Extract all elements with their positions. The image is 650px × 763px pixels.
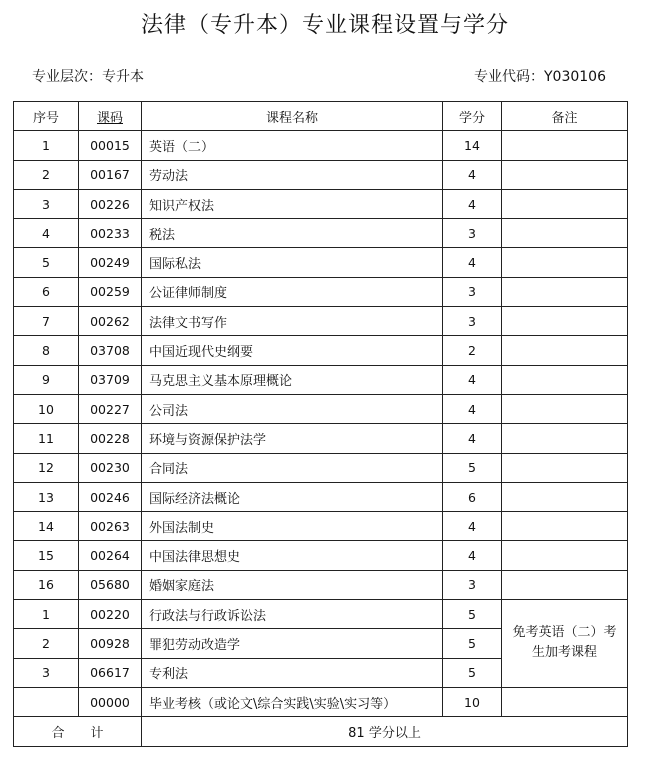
- row-credit: 4: [443, 189, 502, 218]
- row-credit: 3: [443, 277, 502, 306]
- table-header-row: [14, 102, 628, 131]
- table-row: [14, 189, 628, 218]
- row-credit: 4: [443, 365, 502, 394]
- row-remark: [502, 277, 628, 306]
- header-no: 序号: [14, 102, 79, 131]
- row-credit: 4: [443, 512, 502, 541]
- total-value: 81 学分以上: [142, 717, 628, 746]
- header-code: 课码: [79, 102, 142, 131]
- row-name: 婚姻家庭法: [142, 570, 443, 599]
- table-row: [14, 365, 628, 394]
- row-name: 知识产权法: [142, 189, 443, 218]
- row-credit: 5: [443, 600, 502, 629]
- row-credit: 5: [443, 658, 502, 687]
- table-row: [14, 277, 628, 306]
- table-row: [14, 687, 628, 716]
- table-row: [14, 307, 628, 336]
- row-remark: [502, 131, 628, 160]
- row-code: 00259: [79, 277, 142, 306]
- row-remark: [502, 424, 628, 453]
- row-credit: 4: [443, 394, 502, 423]
- row-no: 3: [14, 189, 79, 218]
- table-row: [14, 541, 628, 570]
- row-name: 中国法律思想史: [142, 541, 443, 570]
- table-row: [14, 394, 628, 423]
- row-credit: 14: [443, 131, 502, 160]
- row-no: 3: [14, 658, 79, 687]
- row-code: 00000: [79, 687, 142, 716]
- row-remark: [502, 687, 628, 716]
- row-remark: [502, 482, 628, 511]
- row-credit: 3: [443, 570, 502, 599]
- table-row: [14, 160, 628, 189]
- row-credit: 5: [443, 629, 502, 658]
- total-label: 合 计: [14, 717, 142, 746]
- row-name: 环境与资源保护法学: [142, 424, 443, 453]
- table-row: [14, 336, 628, 365]
- header-remark: 备注: [502, 102, 628, 131]
- row-name: 国际私法: [142, 248, 443, 277]
- row-credit: 6: [443, 482, 502, 511]
- row-name: 国际经济法概论: [142, 482, 443, 511]
- row-name: 公司法: [142, 394, 443, 423]
- row-name: 外国法制史: [142, 512, 443, 541]
- row-no: 5: [14, 248, 79, 277]
- row-code: 00246: [79, 482, 142, 511]
- major-level: 专业层次：专升本: [32, 69, 144, 85]
- row-code: 00220: [79, 600, 142, 629]
- row-name: 毕业考核（或论文\综合实践\实验\实习等）: [142, 687, 443, 716]
- row-code: 00167: [79, 160, 142, 189]
- row-name: 中国近现代史纲要: [142, 336, 443, 365]
- row-name: 行政法与行政诉讼法: [142, 600, 443, 629]
- row-remark: [502, 189, 628, 218]
- table-row: [14, 424, 628, 453]
- header-name: 课程名称: [142, 102, 443, 131]
- row-no: 6: [14, 277, 79, 306]
- table-row: [14, 219, 628, 248]
- row-credit: 4: [443, 160, 502, 189]
- row-credit: 4: [443, 424, 502, 453]
- row-no: 1: [14, 131, 79, 160]
- row-no: 8: [14, 336, 79, 365]
- table-row: [14, 600, 628, 629]
- row-remark: [502, 336, 628, 365]
- row-code: 00928: [79, 629, 142, 658]
- course-table: [13, 101, 628, 747]
- row-no: 10: [14, 394, 79, 423]
- row-no: 1: [14, 600, 79, 629]
- row-remark: [502, 394, 628, 423]
- row-no: 4: [14, 219, 79, 248]
- row-code: 00015: [79, 131, 142, 160]
- row-code: 00262: [79, 307, 142, 336]
- table-row: [14, 248, 628, 277]
- row-no: 7: [14, 307, 79, 336]
- row-no: [14, 687, 79, 716]
- row-no: 12: [14, 453, 79, 482]
- row-code: 00226: [79, 189, 142, 218]
- row-remark: [502, 512, 628, 541]
- row-no: 15: [14, 541, 79, 570]
- remark-additional-courses: 免考英语（二）考生加考课程: [502, 600, 628, 688]
- row-code: 00264: [79, 541, 142, 570]
- row-name: 马克思主义基本原理概论: [142, 365, 443, 394]
- row-code: 00233: [79, 219, 142, 248]
- major-code: 专业代码：Y030106: [474, 69, 606, 85]
- row-code: 00249: [79, 248, 142, 277]
- row-credit: 3: [443, 219, 502, 248]
- row-remark: [502, 453, 628, 482]
- row-code: 00263: [79, 512, 142, 541]
- row-code: 00230: [79, 453, 142, 482]
- row-code: 00228: [79, 424, 142, 453]
- row-remark: [502, 219, 628, 248]
- row-credit: 5: [443, 453, 502, 482]
- row-remark: [502, 570, 628, 599]
- row-credit: 10: [443, 687, 502, 716]
- row-name: 英语（二）: [142, 131, 443, 160]
- row-no: 2: [14, 160, 79, 189]
- row-credit: 4: [443, 248, 502, 277]
- table-row: [14, 131, 628, 160]
- table-row: [14, 570, 628, 599]
- row-remark: [502, 307, 628, 336]
- row-code: 03708: [79, 336, 142, 365]
- page-title: 法律（专升本）专业课程设置与学分: [140, 13, 509, 38]
- table-row: [14, 453, 628, 482]
- row-remark: [502, 160, 628, 189]
- row-name: 劳动法: [142, 160, 443, 189]
- row-credit: 2: [443, 336, 502, 365]
- row-remark: [502, 248, 628, 277]
- row-no: 13: [14, 482, 79, 511]
- total-row: [14, 717, 628, 746]
- row-name: 合同法: [142, 453, 443, 482]
- table-row: [14, 512, 628, 541]
- row-name: 税法: [142, 219, 443, 248]
- row-no: 14: [14, 512, 79, 541]
- row-no: 16: [14, 570, 79, 599]
- table-row: [14, 482, 628, 511]
- row-name: 专利法: [142, 658, 443, 687]
- row-code: 05680: [79, 570, 142, 599]
- row-name: 罪犯劳动改造学: [142, 629, 443, 658]
- row-code: 03709: [79, 365, 142, 394]
- row-code: 06617: [79, 658, 142, 687]
- header-credit: 学分: [443, 102, 502, 131]
- row-no: 9: [14, 365, 79, 394]
- row-credit: 3: [443, 307, 502, 336]
- row-no: 2: [14, 629, 79, 658]
- row-remark: [502, 365, 628, 394]
- row-no: 11: [14, 424, 79, 453]
- row-name: 公证律师制度: [142, 277, 443, 306]
- row-credit: 4: [443, 541, 502, 570]
- row-name: 法律文书写作: [142, 307, 443, 336]
- row-remark: [502, 541, 628, 570]
- row-code: 00227: [79, 394, 142, 423]
